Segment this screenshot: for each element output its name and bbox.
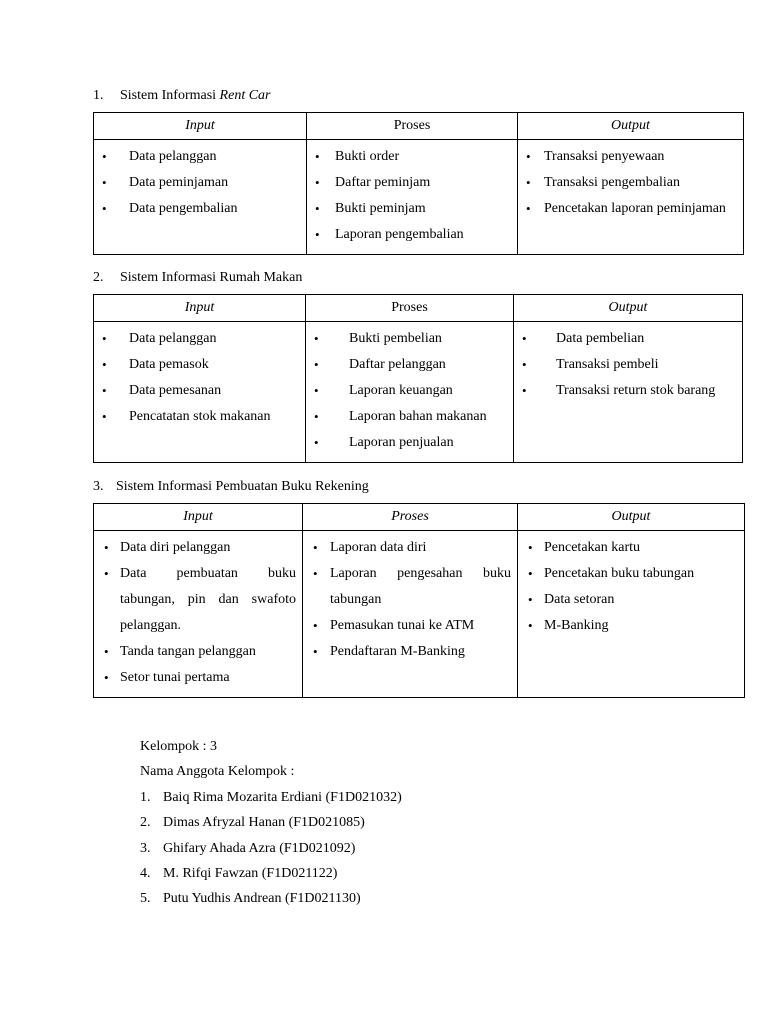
member-item — [140, 861, 402, 886]
list-item: • Data peminjaman — [94, 170, 306, 196]
process-cell — [306, 322, 514, 463]
list-item: • Pencatatan stok makanan — [94, 404, 305, 430]
list-item: • Setor tunai pertama — [94, 665, 302, 691]
output-cell — [514, 322, 743, 463]
section-2-title — [93, 270, 302, 286]
input-cell — [94, 140, 307, 255]
rent-car-table — [93, 112, 744, 255]
member-item — [140, 785, 402, 810]
list-item: • Laporan penjualan — [306, 430, 513, 456]
list-item: • Data pemesanan — [94, 378, 305, 404]
list-item: • Laporan pengesahan buku tabungan — [303, 561, 517, 613]
member-number: 3. — [140, 840, 151, 856]
list-item: • Bukti pembelian — [306, 326, 513, 352]
list-item: • Bukti order — [307, 144, 517, 170]
list-item: • Transaksi pengembalian — [518, 170, 743, 196]
member-item — [140, 836, 402, 861]
process-header: Proses — [303, 504, 518, 531]
list-item: • Laporan data diri — [303, 535, 517, 561]
process-cell — [307, 140, 518, 255]
member-number: 5. — [140, 891, 151, 907]
section-3-title — [93, 479, 369, 495]
member-number: 4. — [140, 866, 151, 882]
list-item: • Data pemasok — [94, 352, 305, 378]
list-item: • Pencetakan kartu — [518, 535, 744, 561]
rumah-makan-table — [93, 294, 743, 463]
list-item: • Pencetakan laporan peminjaman — [518, 196, 743, 222]
section-number: 2. — [93, 270, 104, 285]
list-item: • Pemasukan tunai ke ATM — [303, 613, 517, 639]
output-cell — [518, 140, 744, 255]
group-info — [140, 734, 402, 912]
list-item: • Data pembuatan buku tabungan, pin dan swafoto pelanggan. — [94, 561, 302, 639]
section-title: Sistem Informasi Rumah Makan — [120, 270, 303, 285]
section-title: Sistem Informasi Pembuatan Buku Rekening — [116, 479, 369, 494]
member-number: 1. — [140, 789, 151, 805]
list-item: • Bukti peminjam — [307, 196, 517, 222]
section-number: 1. — [93, 88, 104, 103]
list-item: • Pencetakan buku tabungan — [518, 561, 744, 587]
process-header: Proses — [306, 295, 514, 322]
member-name: Dimas Afryzal Hanan (F1D021085) — [163, 815, 365, 831]
list-item: • Data setoran — [518, 587, 744, 613]
output-cell — [518, 531, 745, 698]
output-header: Output — [514, 295, 743, 322]
list-item: • Daftar pelanggan — [306, 352, 513, 378]
list-item: • Transaksi return stok barang — [514, 378, 742, 404]
list-item: • Transaksi pembeli — [514, 352, 742, 378]
list-item: • Data pengembalian — [94, 196, 306, 222]
list-item: • Daftar peminjam — [307, 170, 517, 196]
list-item: • Laporan bahan makanan — [306, 404, 513, 430]
section-title-italic: Rent Car — [219, 88, 271, 103]
buku-rekening-table — [93, 503, 745, 698]
member-name: M. Rifqi Fawzan (F1D021122) — [163, 866, 338, 882]
list-item: • Pendaftaran M-Banking — [303, 639, 517, 665]
list-item: • M-Banking — [518, 613, 744, 639]
list-item: • Data pelanggan — [94, 144, 306, 170]
list-item: • Data pembelian — [514, 326, 742, 352]
members-label: Nama Anggota Kelompok : — [140, 764, 295, 780]
section-title-prefix: Sistem Informasi — [120, 88, 220, 103]
member-name: Baiq Rima Mozarita Erdiani (F1D021032) — [163, 789, 402, 805]
output-header: Output — [518, 113, 744, 140]
section-1-title — [93, 88, 271, 104]
member-name: Ghifary Ahada Azra (F1D021092) — [163, 840, 356, 856]
member-name: Putu Yudhis Andrean (F1D021130) — [163, 891, 361, 907]
list-item: • Laporan pengembalian — [307, 222, 517, 248]
list-item: • Data pelanggan — [94, 326, 305, 352]
input-header: Input — [94, 113, 307, 140]
group-label: Kelompok : 3 — [140, 739, 217, 754]
process-cell — [303, 531, 518, 698]
output-header: Output — [518, 504, 745, 531]
list-item: • Laporan keuangan — [306, 378, 513, 404]
input-cell — [94, 322, 306, 463]
section-number: 3. — [93, 479, 104, 494]
input-header: Input — [94, 295, 306, 322]
input-cell — [94, 531, 303, 698]
process-header: Proses — [307, 113, 518, 140]
member-number: 2. — [140, 815, 151, 831]
input-header: Input — [94, 504, 303, 531]
member-item — [140, 886, 402, 911]
list-item: • Tanda tangan pelanggan — [94, 639, 302, 665]
member-item — [140, 810, 402, 835]
list-item: • Transaksi penyewaan — [518, 144, 743, 170]
list-item: • Data diri pelanggan — [94, 535, 302, 561]
